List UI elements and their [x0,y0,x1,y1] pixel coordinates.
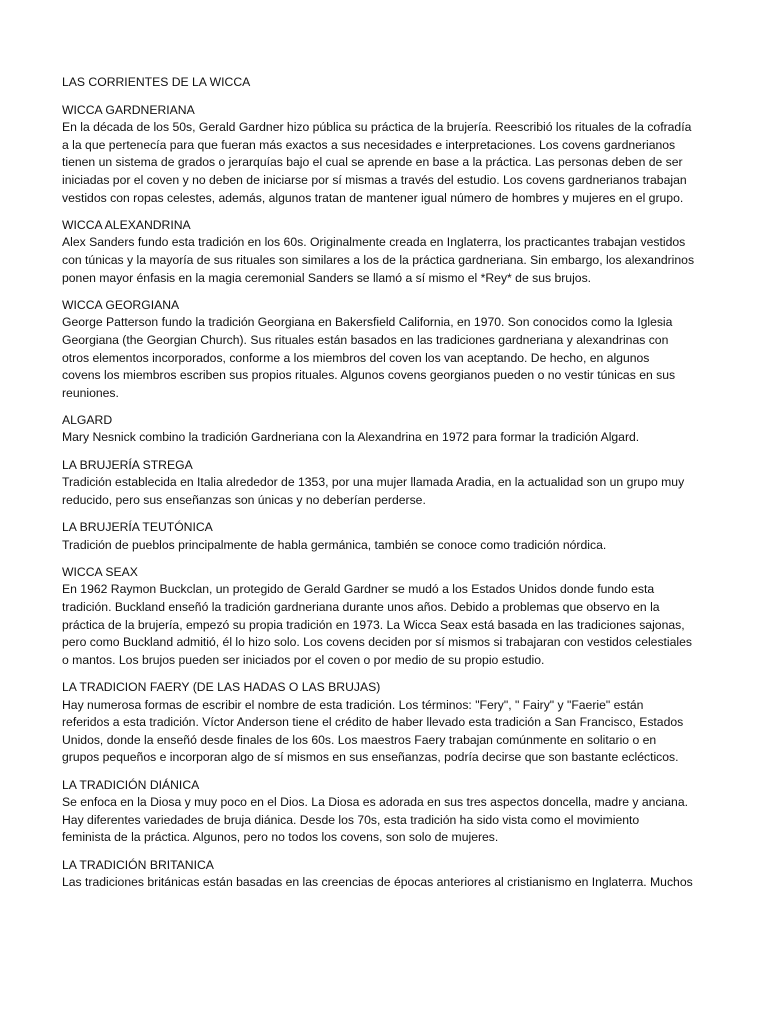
paragraph-line: ponen mayor énfasis en la magia ceremonial Sanders se llamó a sí mismo el *Rey* de sus brujos. [62,270,592,285]
document-section [62,679,722,767]
paragraph-line: En la década de los 50s, Gerald Gardner hizo pública su práctica de la brujería. Reescribió los rituales de la cofradía [62,120,692,135]
document-sections [62,102,722,892]
paragraph-line: práctica de la brujería, empezó su propia tradición en 1973. La Wicca Seax está basada en las tradiciones sajonas, [62,617,685,632]
paragraph-line: Tradición de pueblos principalmente de habla germánica, también se conoce como tradición nórdica. [62,537,607,552]
document-title: LAS CORRIENTES DE LA WICCA [62,75,251,89]
document-section [62,412,722,447]
section-body [62,794,722,847]
document-section [62,217,722,287]
paragraph-line: Las tradiciones británicas están basadas en las creencias de épocas anteriores al cristianismo en Inglaterra. Muchos [62,875,693,890]
section-heading: LA TRADICIÓN DIÁNICA [62,777,200,792]
section-body [62,314,722,402]
paragraph-line: otros elementos incorporados, conforme a los miembros del coven los van aceptando. De hecho, en algunos [62,350,650,365]
paragraph-line: Hay diferentes variedades de bruja diánica. Desde los 70s, esta tradición ha sido vista como el movimiento [62,812,640,827]
section-body [62,429,722,447]
paragraph-line: a la que pertenecía para que fueran más exactos a sus necesidades e interpretaciones. Los covens gardnerianos [62,137,676,152]
section-heading: WICCA ALEXANDRINA [62,217,191,232]
document-section [62,297,722,403]
section-body [62,474,722,509]
paragraph-line: Hay numerosa formas de escribir el nombre de esta tradición. Los términos: "Fery", " Fairy" y "Faerie" están [62,697,644,712]
section-heading: LA BRUJERÍA STREGA [62,457,193,472]
section-body [62,537,722,555]
section-heading: WICCA GEORGIANA [62,297,180,312]
paragraph-line: pero como Buckland admitió, él lo hizo solo. Los covens deciden por sí mismos si trabajaran con vestidos celestiales [62,635,693,650]
document-section [62,564,722,670]
paragraph-line: tienen un sistema de grados o jerarquías bajo el cual se aprende en base a la práctica. Las personas deben de ser [62,155,683,170]
paragraph-line: tradición. Buckland enseñó la tradición gardneriana durante unos años. Debido a problemas que observo en la [62,600,660,614]
paragraph-line: Unidos, donde la enseñó desde finales de los 60s. Los maestros Faery trabajan comúnmente en solitario o en [62,732,657,747]
section-heading: ALGARD [62,412,113,427]
paragraph-line: o mantos. Los brujos pueden ser iniciados por el coven o por medio de su propio estudio. [62,652,545,667]
paragraph-line: Alex Sanders fundo esta tradición en los 60s. Originalmente creada en Inglaterra, los practicantes trabajan vestidos [62,235,686,250]
paragraph-line: referidos a esta tradición. Víctor Anderson tiene el crédito de haber llevado esta tradición a San Francisco, Estados [62,715,684,730]
paragraph-line: Mary Nesnick combino la tradición Gardneriana con la Alexandrina en 1972 para formar la tradición Algard. [62,430,640,445]
paragraph-line: George Patterson fundo la tradición Georgiana en Bakersfield California, en 1970. Son conocidos como la Iglesia [62,315,673,330]
section-body [62,581,722,669]
document-section [62,102,722,208]
document-section [62,519,722,554]
paragraph-line: Georgiana (the Georgian Church). Sus rituales están basados en las tradiciones gardneriana y alexandrinas con [62,332,669,347]
section-heading: WICCA SEAX [62,564,138,579]
document-section [62,457,722,510]
paragraph-line: feminista de la práctica. Algunos, pero no todos los covens, son solo de mujeres. [62,830,499,845]
paragraph-line: reuniones. [62,385,119,400]
document-section [62,857,722,892]
section-body [62,874,722,892]
section-heading: WICCA GARDNERIANA [62,102,195,117]
paragraph-line: En 1962 Raymon Buckclan, un protegido de Gerald Gardner se mudó a los Estados Unidos donde fundo esta [62,582,655,597]
section-heading: LA TRADICION FAERY (DE LAS HADAS O LAS BRUJAS) [62,679,381,694]
paragraph-line: iniciadas por el coven y no deben de iniciarse por sí mismas a través del estudio. Los covens gardnerianos trabajan [62,172,687,187]
paragraph-line: Tradición establecida en Italia alrededor de 1353, por una mujer llamada Aradia, en la actualidad son un grupo muy [62,475,685,490]
paragraph-line: covens los miembros escriben sus propios rituales. Algunos covens georgianos pueden o no vestir túnicas en sus [62,368,676,383]
paragraph-line: grupos pequeños e incorporan algo de sí mismos en sus enseñanzas, podría decirse que son bastante eclécticos. [62,750,679,765]
document-section [62,777,722,847]
section-body [62,697,722,767]
document-page [62,74,722,901]
paragraph-line: Se enfoca en la Diosa y muy poco en el Dios. La Diosa es adorada en sus tres aspectos doncella, madre y anciana. [62,795,688,810]
paragraph-line: reducido, pero sus enseñanzas son únicas y no deberían perderse. [62,492,426,507]
section-body [62,234,722,287]
section-body [62,119,722,207]
paragraph-line: vestidos con ropas celestes, además, algunos tratan de mantener igual número de hombres y mujeres en el grupo. [62,190,684,205]
section-heading: LA TRADICIÓN BRITANICA [62,857,214,872]
section-heading: LA BRUJERÍA TEUTÓNICA [62,520,213,535]
paragraph-line: con túnicas y la mayoría de sus rituales son similares a los de la práctica gardneriana. Sin embargo, los alexandrinos [62,252,695,267]
